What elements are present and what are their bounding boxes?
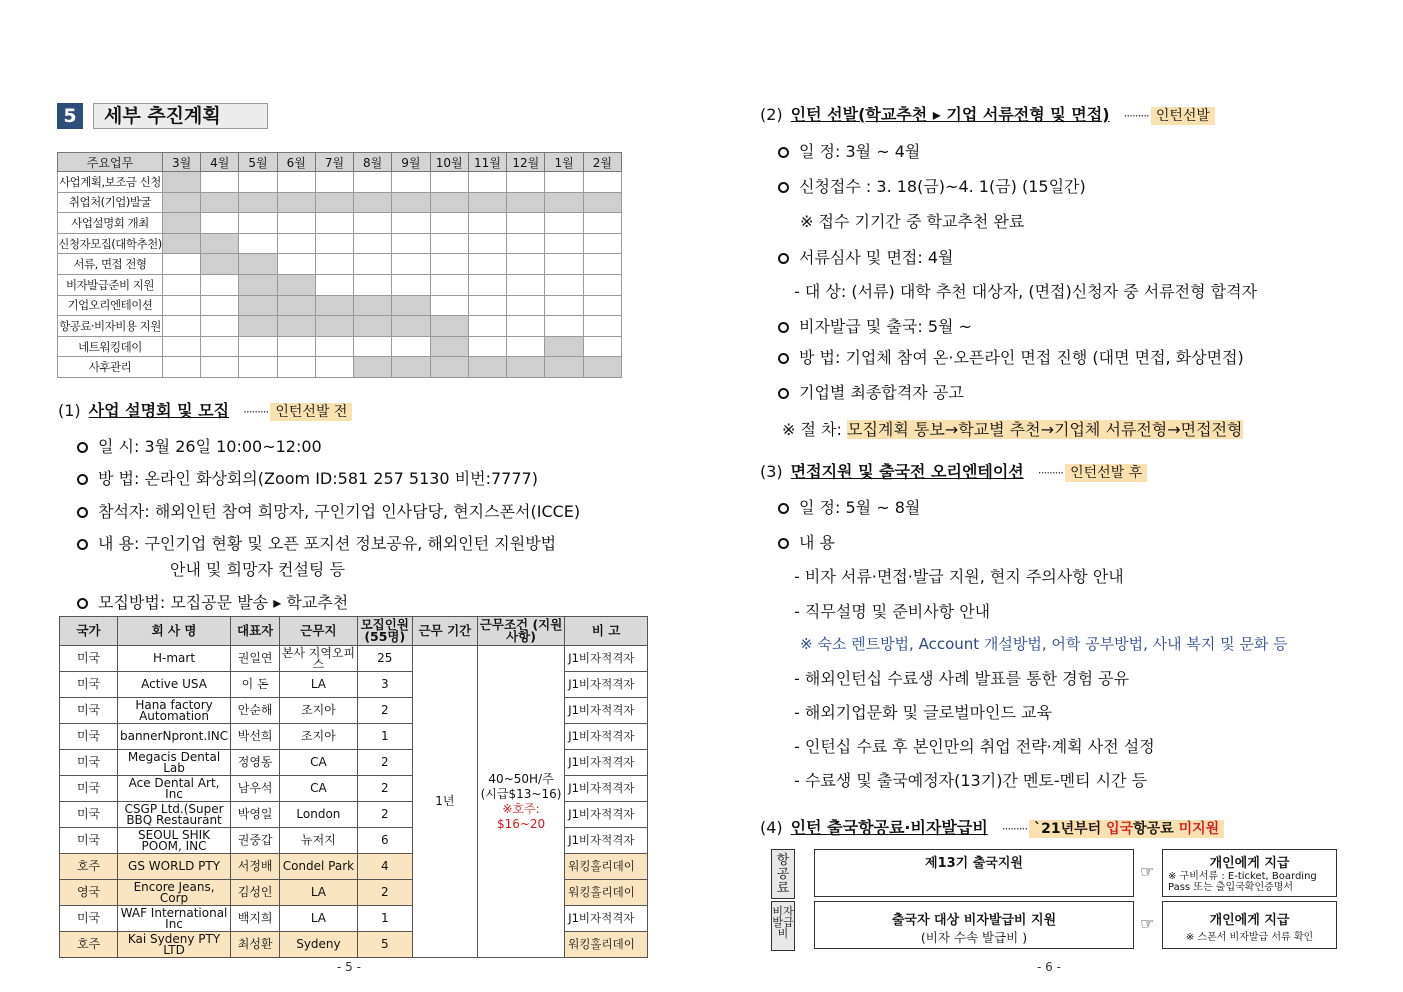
- schedule-cell-active: [162, 172, 200, 193]
- schedule-cell: [354, 213, 392, 234]
- company-table-header: 국가 회 사 명 대표자 근무지 모집인원 (55명) 근무 기간 근무조건 (지원사항) 비 고: [60, 617, 648, 646]
- schedule-cell: [315, 213, 353, 234]
- schedule-cell-active: [201, 233, 239, 254]
- cell-ceo: 최성환: [231, 932, 280, 958]
- schedule-cell-active: [545, 357, 583, 378]
- schedule-cell: [507, 295, 545, 316]
- cell-place: LA: [280, 906, 357, 932]
- schedule-cell: [507, 233, 545, 254]
- schedule-cell: [507, 274, 545, 295]
- schedule-cell: [277, 233, 315, 254]
- schedule-cell: [468, 172, 506, 193]
- cell-note: J1비자적격자: [565, 698, 648, 724]
- cell-country: 미국: [60, 802, 118, 828]
- s2-line-5: - 대 상: (서류) 대학 추천 대상자, (면접)신청자 중 서류전형 합격자: [794, 282, 1258, 301]
- s2-line-8: 기업별 최종합격자 공고: [778, 380, 964, 403]
- schedule-cell: [392, 213, 430, 234]
- schedule-header-month: 7월: [315, 153, 353, 172]
- subsection-1-number: (1): [58, 401, 81, 420]
- cell-country: 호주: [60, 932, 118, 958]
- schedule-cell-active: [239, 254, 277, 275]
- s2-procedure: ※ 절 차: 모집계획 통보→학교별 추천→기업체 서류전형→면접전형: [782, 420, 1243, 439]
- schedule-cell-active: [315, 316, 353, 337]
- cell-count: 6: [357, 828, 412, 854]
- cell-country: 미국: [60, 828, 118, 854]
- s2-line-7: 방 법: 기업체 참여 온·오픈라인 면접 진행 (대면 면접, 화상면접): [778, 345, 1244, 368]
- schedule-cell: [201, 213, 239, 234]
- cell-country: 미국: [60, 672, 118, 698]
- schedule-task: 사후관리: [58, 357, 163, 378]
- cell-ceo: 서정배: [231, 854, 280, 880]
- airfare-tag: `21년부터 입국항공료 미지원: [1029, 820, 1224, 838]
- schedule-table: [57, 152, 622, 378]
- schedule-cell: [392, 336, 430, 357]
- airfare-side-label: 항공료: [771, 849, 795, 899]
- schedule-cell: [315, 357, 353, 378]
- company-table: [59, 616, 648, 958]
- schedule-cell: [162, 254, 200, 275]
- schedule-cell-active: [239, 274, 277, 295]
- cell-ceo: 박영일: [231, 802, 280, 828]
- s2-line-2: 신청접수 : 3. 18(금)~4. 1(금) (15일간): [778, 174, 1086, 197]
- schedule-cell-active: [354, 357, 392, 378]
- schedule-cell-active: [201, 254, 239, 275]
- circle-bullet-icon: [77, 474, 88, 485]
- schedule-cell-active: [507, 192, 545, 213]
- page-number-left: - 5 -: [337, 960, 361, 974]
- schedule-row: [58, 192, 622, 213]
- cell-note: 워킹홀리데이: [565, 932, 648, 958]
- schedule-cell: [162, 295, 200, 316]
- cell-conditions: 40~50H/주 (시급$13~16) ※호주: $16~20: [477, 646, 564, 958]
- cell-country: 미국: [60, 750, 118, 776]
- schedule-cell: [162, 316, 200, 337]
- section-number: 5: [57, 103, 83, 129]
- cell-country: 호주: [60, 854, 118, 880]
- schedule-row: [58, 233, 622, 254]
- cell-company: Megacis Dental Lab: [118, 750, 231, 776]
- schedule-cell-active: [162, 213, 200, 234]
- schedule-cell: [545, 295, 583, 316]
- schedule-cell: [545, 316, 583, 337]
- schedule-cell-active: [315, 192, 353, 213]
- schedule-cell-active: [430, 316, 468, 337]
- schedule-cell: [239, 213, 277, 234]
- s3-line-6: - 해외인턴십 수료생 사례 발표를 통한 경험 공유: [794, 669, 1130, 688]
- s1-line-date: 일 시: 3월 26일 10:00~12:00: [77, 434, 322, 457]
- cell-place: London: [280, 802, 357, 828]
- cell-note: J1비자적격자: [565, 906, 648, 932]
- cell-company: WAF International Inc: [118, 906, 231, 932]
- schedule-header-month: 10월: [430, 153, 468, 172]
- schedule-cell-active: [468, 192, 506, 213]
- schedule-cell-active: [239, 316, 277, 337]
- cell-note: 워킹홀리데이: [565, 854, 648, 880]
- schedule-cell-active: [239, 295, 277, 316]
- s1-line-method: 방 법: 온라인 화상회의(Zoom ID:581 257 5130 비번:7777): [77, 466, 538, 489]
- cell-company: Ace Dental Art, Inc: [118, 776, 231, 802]
- schedule-cell: [468, 254, 506, 275]
- schedule-cell: [583, 336, 621, 357]
- phase-tag: 인턴선발 후: [1065, 464, 1147, 482]
- schedule-cell: [468, 336, 506, 357]
- cell-ceo: 남우석: [231, 776, 280, 802]
- schedule-cell-active: [277, 295, 315, 316]
- schedule-cell: [354, 274, 392, 295]
- schedule-task: 취업처(기업)발굴: [58, 192, 163, 213]
- cell-note: J1비자적격자: [565, 724, 648, 750]
- cell-company: Encore Jeans, Corp: [118, 880, 231, 906]
- schedule-task: 네트워킹데이: [58, 336, 163, 357]
- cell-count: 1: [357, 724, 412, 750]
- subsection-1-title: 사업 설명회 및 모집: [88, 401, 230, 420]
- schedule-cell: [392, 274, 430, 295]
- schedule-cell: [507, 172, 545, 193]
- s1-line-content: 내 용: 구인기업 현황 및 오픈 포지션 정보공유, 해외인턴 지원방법: [77, 531, 556, 554]
- page-number-right: - 6 -: [1037, 960, 1061, 974]
- circle-bullet-icon: [778, 503, 789, 514]
- cell-count: 25: [357, 646, 412, 672]
- circle-bullet-icon: [77, 539, 88, 550]
- cell-note: J1비자적격자: [565, 828, 648, 854]
- cell-company: CSGP Ltd.(Super BBQ Restaurant: [118, 802, 231, 828]
- schedule-cell-active: [430, 336, 468, 357]
- table-row: [60, 646, 648, 672]
- cell-count: 4: [357, 854, 412, 880]
- cell-note: J1비자적격자: [565, 776, 648, 802]
- schedule-cell-active: [162, 233, 200, 254]
- schedule-header-month: 1월: [545, 153, 583, 172]
- circle-bullet-icon: [77, 598, 88, 609]
- cell-note: J1비자적격자: [565, 672, 648, 698]
- schedule-cell-active: [201, 192, 239, 213]
- subsection-2-heading: (2) 인턴 선발(학교추천 ▸ 기업 서류전형 및 면접) ········· 인턴선발: [760, 102, 1215, 125]
- circle-bullet-icon: [778, 388, 789, 399]
- s2-line-4: 서류심사 및 면접: 4월: [778, 245, 953, 268]
- cell-country: 미국: [60, 724, 118, 750]
- schedule-cell-active: [507, 357, 545, 378]
- cell-count: 2: [357, 776, 412, 802]
- schedule-cell: [468, 233, 506, 254]
- schedule-cell: [545, 274, 583, 295]
- cell-ceo: 박선희: [231, 724, 280, 750]
- schedule-header-month: 8월: [354, 153, 392, 172]
- schedule-cell-active: [392, 295, 430, 316]
- schedule-row: [58, 336, 622, 357]
- schedule-cell: [583, 316, 621, 337]
- schedule-cell: [201, 172, 239, 193]
- schedule-cell: [201, 295, 239, 316]
- cell-place: Sydeny: [280, 932, 357, 958]
- cell-company: Active USA: [118, 672, 231, 698]
- cell-place: 조지아: [280, 724, 357, 750]
- circle-bullet-icon: [77, 442, 88, 453]
- schedule-cell: [277, 336, 315, 357]
- cell-count: 1: [357, 906, 412, 932]
- schedule-cell: [201, 316, 239, 337]
- cell-place: CA: [280, 750, 357, 776]
- schedule-task: 서류, 면접 전형: [58, 254, 163, 275]
- cell-count: 5: [357, 932, 412, 958]
- schedule-cell-active: [545, 192, 583, 213]
- schedule-cell: [315, 274, 353, 295]
- cell-note: J1비자적격자: [565, 646, 648, 672]
- cell-company: GS WORLD PTY: [118, 854, 231, 880]
- s3-line-8: - 인턴십 수료 후 본인만의 취업 전략·계획 사전 설정: [794, 737, 1155, 756]
- schedule-cell: [354, 233, 392, 254]
- schedule-cell: [392, 172, 430, 193]
- schedule-cell: [430, 172, 468, 193]
- schedule-cell: [468, 213, 506, 234]
- schedule-cell-active: [277, 316, 315, 337]
- schedule-cell: [507, 254, 545, 275]
- schedule-cell: [583, 274, 621, 295]
- schedule-cell: [239, 233, 277, 254]
- s1-line-recruit: 모집방법: 모집공문 발송 ▸ 학교추천: [77, 590, 348, 613]
- s3-line-3: - 비자 서류·면접·발급 지원, 현지 주의사항 안내: [794, 567, 1124, 586]
- schedule-cell-active: [583, 192, 621, 213]
- schedule-cell: [277, 213, 315, 234]
- support-box-visa: 출국자 대상 비자발급비 지원 (비자 수속 발급비 ): [814, 901, 1134, 949]
- schedule-cell-active: [468, 357, 506, 378]
- circle-bullet-icon: [778, 182, 789, 193]
- cell-ceo: 권일연: [231, 646, 280, 672]
- payment-box-airfare: 개인에게 지급 ※ 구비서류 : E-ticket, Boarding Pass 또는 출입국확인증명서: [1162, 849, 1337, 897]
- cell-count: 2: [357, 698, 412, 724]
- schedule-cell: [354, 336, 392, 357]
- schedule-cell: [201, 336, 239, 357]
- schedule-cell: [468, 295, 506, 316]
- visa-side-label: 비자발급비: [771, 901, 795, 951]
- schedule-cell: [392, 233, 430, 254]
- cell-country: 영국: [60, 880, 118, 906]
- schedule-cell: [430, 213, 468, 234]
- schedule-cell-active: [162, 192, 200, 213]
- schedule-task: 사업설명회 개최: [58, 213, 163, 234]
- schedule-cell: [507, 336, 545, 357]
- phase-tag: 인턴선발 전: [270, 403, 352, 421]
- schedule-header-month: 5월: [239, 153, 277, 172]
- schedule-cell: [354, 172, 392, 193]
- phase-tag: 인턴선발: [1151, 107, 1215, 125]
- cell-count: 2: [357, 802, 412, 828]
- cell-ceo: 안순해: [231, 698, 280, 724]
- schedule-header-row: [58, 153, 622, 172]
- schedule-row: [58, 172, 622, 193]
- s1-line-content-cont: 안내 및 희망자 컨설팅 등: [170, 560, 345, 579]
- schedule-row: [58, 357, 622, 378]
- cell-ceo: 김성인: [231, 880, 280, 906]
- schedule-cell-active: [430, 192, 468, 213]
- circle-bullet-icon: [77, 507, 88, 518]
- schedule-header-task: 주요업무: [58, 153, 163, 172]
- schedule-header-month: 6월: [277, 153, 315, 172]
- s2-line-6: 비자발급 및 출국: 5월 ~: [778, 314, 972, 337]
- schedule-cell: [239, 336, 277, 357]
- schedule-cell: [315, 336, 353, 357]
- cell-note: 워킹홀리데이: [565, 880, 648, 906]
- circle-bullet-icon: [778, 253, 789, 264]
- s2-line-3: ※ 접수 기기간 중 학교추천 완료: [800, 212, 1025, 231]
- s1-line-attendees: 참석자: 해외인턴 참여 희망자, 구인기업 인사담당, 현지스폰서(ICCE): [77, 499, 580, 522]
- schedule-header-month: 2월: [583, 153, 621, 172]
- schedule-cell: [468, 274, 506, 295]
- s3-line-4: - 직무설명 및 준비사항 안내: [794, 602, 991, 621]
- schedule-cell: [430, 254, 468, 275]
- schedule-task: 신청자모집(대학추천): [58, 233, 163, 254]
- schedule-row: [58, 213, 622, 234]
- cell-company: Kai Sydeny PTY LTD: [118, 932, 231, 958]
- subsection-4-title: 인턴 출국항공료·비자발급비: [790, 818, 988, 837]
- schedule-task: 항공료·비자비용 지원: [58, 316, 163, 337]
- schedule-cell-active: [354, 192, 392, 213]
- schedule-cell: [315, 254, 353, 275]
- schedule-cell-active: [583, 357, 621, 378]
- cell-place: 본사 지역오피스: [281, 645, 356, 671]
- schedule-cell: [583, 213, 621, 234]
- schedule-cell: [354, 254, 392, 275]
- cell-place: LA: [280, 880, 357, 906]
- cell-ceo: 정영동: [231, 750, 280, 776]
- schedule-cell: [583, 295, 621, 316]
- schedule-cell: [507, 316, 545, 337]
- schedule-task: 사업계획,보조금 신청: [58, 172, 163, 193]
- pointing-hand-icon: ☞: [1140, 862, 1155, 881]
- support-box-airfare: 제13기 출국지원: [814, 849, 1134, 897]
- leader-dots: ·········: [243, 405, 269, 419]
- schedule-cell: [507, 213, 545, 234]
- schedule-task: 비자발급준비 지원: [58, 274, 163, 295]
- schedule-cell-active: [354, 316, 392, 337]
- schedule-task: 기업오리엔테이션: [58, 295, 163, 316]
- subsection-3-title: 면접지원 및 출국전 오리엔테이션: [790, 462, 1024, 481]
- schedule-header-month: 9월: [392, 153, 430, 172]
- schedule-cell-active: [277, 274, 315, 295]
- cell-company: H-mart: [118, 646, 231, 672]
- cell-place: 조지아: [280, 698, 357, 724]
- circle-bullet-icon: [778, 538, 789, 549]
- schedule-cell: [545, 233, 583, 254]
- cell-place: Condel Park: [280, 854, 357, 880]
- schedule-cell: [239, 172, 277, 193]
- schedule-cell: [392, 254, 430, 275]
- subsection-4-heading: (4) 인턴 출국항공료·비자발급비 ········· `21년부터 입국항공료 미지원: [760, 815, 1224, 838]
- schedule-cell-active: [239, 192, 277, 213]
- schedule-cell: [430, 274, 468, 295]
- schedule-cell-active: [315, 295, 353, 316]
- schedule-cell-active: [430, 357, 468, 378]
- cell-place: CA: [280, 776, 357, 802]
- s2-line-1: 일 정: 3월 ~ 4월: [778, 139, 920, 162]
- schedule-header-month: 3월: [162, 153, 200, 172]
- cell-country: 미국: [60, 646, 118, 672]
- schedule-row: [58, 254, 622, 275]
- schedule-header-month: 12월: [507, 153, 545, 172]
- subsection-2-title: 인턴 선발(학교추천 ▸ 기업 서류전형 및 면접): [790, 105, 1110, 124]
- schedule-cell: [277, 254, 315, 275]
- cell-count: 2: [357, 880, 412, 906]
- s3-line-9: - 수료생 및 출국예정자(13기)간 멘토-멘티 시간 등: [794, 771, 1148, 790]
- schedule-cell: [277, 172, 315, 193]
- schedule-row: [58, 316, 622, 337]
- schedule-cell: [201, 357, 239, 378]
- schedule-cell: [545, 254, 583, 275]
- schedule-cell: [430, 295, 468, 316]
- s3-line-7: - 해외기업문화 및 글로벌마인드 교육: [794, 703, 1052, 722]
- schedule-cell-active: [392, 357, 430, 378]
- schedule-cell: [545, 213, 583, 234]
- circle-bullet-icon: [778, 353, 789, 364]
- cell-period: 1년: [412, 646, 477, 958]
- cell-company: SEOUL SHIK POOM, INC: [118, 828, 231, 854]
- schedule-cell-active: [392, 316, 430, 337]
- schedule-cell: [315, 172, 353, 193]
- cell-country: 미국: [60, 776, 118, 802]
- schedule-cell-active: [354, 295, 392, 316]
- schedule-row: [58, 295, 622, 316]
- cell-ceo: 이 돈: [231, 672, 280, 698]
- schedule-cell: [162, 274, 200, 295]
- cell-count: 2: [357, 750, 412, 776]
- s3-line-2: 내 용: [778, 530, 835, 553]
- schedule-cell-active: [392, 192, 430, 213]
- cell-country: 미국: [60, 906, 118, 932]
- pointing-hand-icon: ☞: [1140, 914, 1155, 933]
- circle-bullet-icon: [778, 322, 789, 333]
- schedule-cell-active: [277, 192, 315, 213]
- cell-company: Hana factory Automation: [118, 698, 231, 724]
- schedule-header-month: 11월: [468, 153, 506, 172]
- subsection-3-heading: (3) 면접지원 및 출국전 오리엔테이션 ········· 인턴선발 후: [760, 459, 1147, 482]
- schedule-cell: [583, 254, 621, 275]
- schedule-cell: [201, 274, 239, 295]
- schedule-cell: [239, 357, 277, 378]
- schedule-row: [58, 274, 622, 295]
- s3-note: ※ 숙소 렌트방법, Account 개설방법, 어학 공부방법, 사내 복지 및 문화 등: [800, 635, 1288, 653]
- section-title: 세부 추진계획: [93, 103, 268, 129]
- cell-note: J1비자적격자: [565, 750, 648, 776]
- schedule-header-month: 4월: [201, 153, 239, 172]
- cell-country: 미국: [60, 698, 118, 724]
- cell-place: LA: [280, 672, 357, 698]
- payment-box-visa: 개인에게 지급 ※ 스폰서 비자발급 서류 확인: [1162, 901, 1337, 949]
- schedule-cell: [430, 233, 468, 254]
- cell-count: 3: [357, 672, 412, 698]
- subsection-1-heading: [58, 398, 352, 421]
- schedule-cell: [583, 172, 621, 193]
- cell-note: J1비자적격자: [565, 802, 648, 828]
- schedule-cell: [162, 336, 200, 357]
- s3-line-1: 일 정: 5월 ~ 8월: [778, 495, 920, 518]
- schedule-cell: [277, 357, 315, 378]
- schedule-cell: [583, 233, 621, 254]
- schedule-cell: [162, 357, 200, 378]
- schedule-cell: [315, 233, 353, 254]
- schedule-cell: [468, 316, 506, 337]
- cell-ceo: 백지희: [231, 906, 280, 932]
- circle-bullet-icon: [778, 147, 789, 158]
- cell-company: bannerNpront.INC: [118, 724, 231, 750]
- schedule-cell: [545, 172, 583, 193]
- cell-place: 뉴저지: [280, 828, 357, 854]
- schedule-cell-active: [545, 336, 583, 357]
- cell-ceo: 권중갑: [231, 828, 280, 854]
